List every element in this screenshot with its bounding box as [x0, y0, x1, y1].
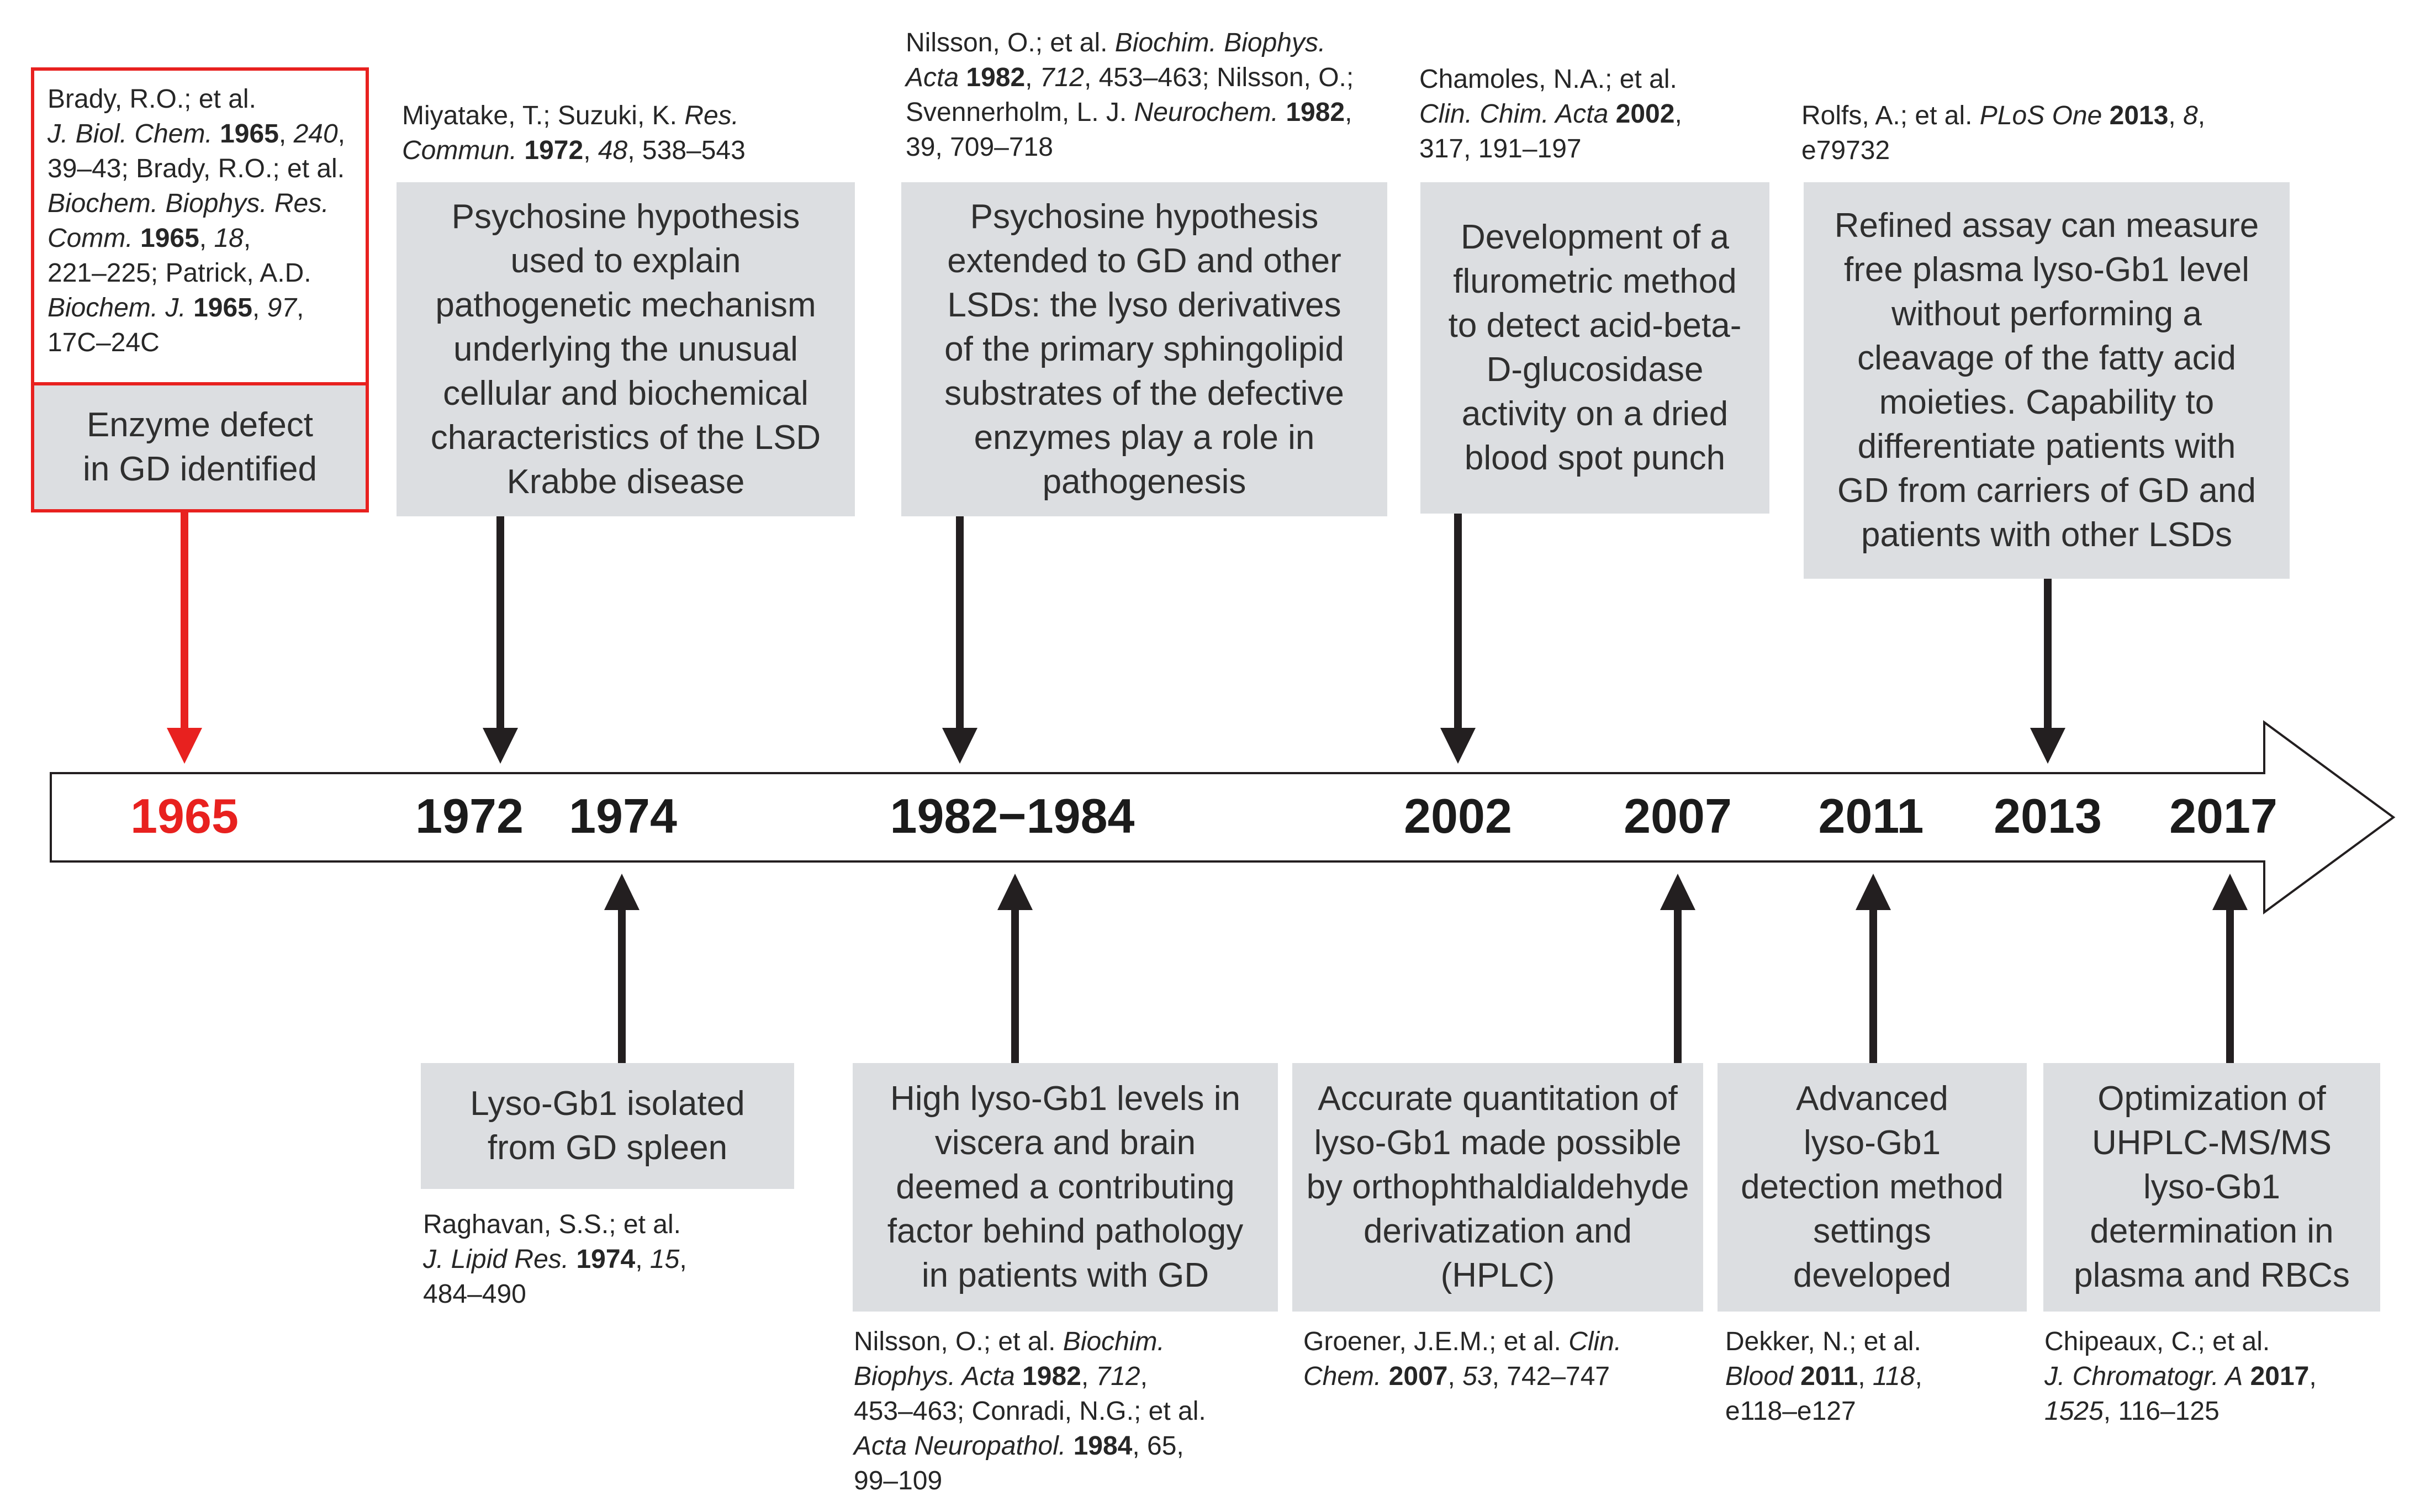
box-text-line: Development of a	[1461, 218, 1729, 256]
box-text-line: Advanced	[1796, 1080, 1948, 1118]
reference-segment: Svennerholm, L. J.	[906, 98, 1127, 127]
box-text	[887, 1077, 1244, 1298]
reference-line	[1303, 1324, 1621, 1359]
reference-segment: ,	[278, 119, 294, 149]
reference-segment: 1984	[1073, 1431, 1133, 1461]
reference-2017	[2044, 1324, 2317, 1429]
reference-segment: ,	[1915, 1362, 1922, 1391]
reference-line	[854, 1359, 1206, 1394]
reference-segment: 1965	[220, 119, 279, 149]
box-text-line: determination in	[2090, 1212, 2334, 1250]
reference-segment: ,	[2197, 101, 2206, 130]
reference-segment: 1525	[2044, 1397, 2104, 1426]
reference-segment	[1608, 99, 1615, 129]
box-text-line: lyso-Gb1 made possible	[1314, 1124, 1682, 1162]
reference-segment: Rolfs, A.; et al.	[1801, 101, 1973, 130]
reference-segment: PLoS One	[1972, 101, 2102, 130]
reference-segment: J. Biol. Chem.	[47, 119, 213, 149]
reference-segment: 240	[293, 119, 338, 149]
box-text-line: enzymes play a role in	[974, 418, 1315, 457]
reference-segment: 2013	[2109, 101, 2169, 130]
box-text-line: pathogenesis	[1042, 462, 1246, 501]
reference-line	[906, 60, 1354, 95]
reference-segment: 1982	[966, 63, 1026, 92]
reference-segment: , 116–125	[2103, 1397, 2220, 1426]
reference-line	[402, 98, 746, 133]
reference-segment: 15	[649, 1245, 680, 1274]
reference-segment	[1015, 1362, 1022, 1391]
box-text-line: factor behind pathology	[887, 1212, 1244, 1250]
box-text-line: pathogenetic mechanism	[435, 286, 816, 324]
reference-2007	[1303, 1324, 1621, 1394]
box-text-line: (HPLC)	[1440, 1256, 1555, 1294]
reference-segment: Comm.	[47, 224, 133, 253]
box-text-line: of the primary sphingolipid	[944, 330, 1344, 368]
reference-segment: e118–e127	[1725, 1397, 1856, 1426]
box-text	[470, 1082, 744, 1170]
box-text	[1307, 1077, 1689, 1298]
box-text-line: characteristics of the LSD	[430, 418, 821, 457]
reference-1974	[423, 1207, 687, 1312]
reference-line	[906, 25, 1354, 60]
reference-segment: Res.	[677, 101, 739, 130]
reference-line	[423, 1242, 687, 1277]
box-text-line: LSDs: the lyso derivatives	[947, 286, 1341, 324]
event-2013-box	[1804, 182, 2290, 579]
reference-segment	[517, 136, 524, 165]
reference-segment: 1982	[1022, 1362, 1081, 1391]
reference-segment	[1381, 1362, 1388, 1391]
reference-segment: Nilsson, O.; et al.	[854, 1327, 1056, 1356]
box-text-line: D-glucosidase	[1486, 351, 1704, 389]
box-text-line: viscera and brain	[934, 1124, 1196, 1162]
reference-segment: 39, 709–718	[906, 133, 1053, 162]
reference-segment: 48	[598, 136, 628, 165]
reference-2013	[1801, 98, 2205, 168]
reference-segment: Clin.	[1561, 1327, 1622, 1356]
reference-segment: Brady, R.O.; et al.	[47, 84, 256, 114]
box-text	[1835, 204, 2259, 557]
reference-line	[854, 1429, 1206, 1463]
box-text-line: Optimization of	[2097, 1080, 2326, 1118]
reference-segment: ,	[2309, 1362, 2317, 1391]
reference-segment	[186, 293, 193, 323]
reference-segment	[213, 119, 220, 149]
reference-segment: e79732	[1801, 136, 1890, 165]
reference-line	[423, 1207, 687, 1242]
box-text	[1741, 1077, 2004, 1298]
box-text-line: to detect acid-beta-	[1448, 306, 1742, 345]
reference-line	[47, 186, 345, 221]
year-1982-1984: 1982−1984	[890, 789, 1135, 843]
box-text-line: substrates of the defective	[944, 374, 1344, 413]
reference-segment: 1965	[140, 224, 199, 253]
reference-segment: 453–463; Conradi, N.G.; et al.	[854, 1397, 1206, 1426]
box-text-line: in GD identified	[83, 450, 317, 488]
reference-segment: Biochim.	[1055, 1327, 1165, 1356]
reference-segment: 221–225; Patrick, A.D.	[47, 258, 311, 288]
year-2013: 2013	[1994, 789, 2102, 843]
box-text-line: blood spot punch	[1464, 439, 1726, 477]
box-text-line: Lyso-Gb1 isolated	[470, 1085, 745, 1123]
reference-1982	[906, 25, 1354, 165]
box-text-line: flurometric method	[1453, 262, 1737, 300]
reference-segment: 97	[267, 293, 297, 323]
reference-segment	[1278, 98, 1286, 127]
reference-segment: 39–43; Brady, R.O.; et al.	[47, 154, 345, 183]
box-text-line: plasma and RBCs	[2074, 1256, 2350, 1294]
reference-line	[423, 1277, 687, 1312]
box-text-line: moieties. Capability to	[1879, 383, 2215, 421]
event-1965-box	[34, 385, 366, 509]
reference-segment: Biochem. J.	[47, 293, 186, 323]
reference-segment: 8	[2183, 101, 2198, 130]
reference-segment: ,	[1345, 98, 1352, 127]
reference-segment: ,	[1140, 1362, 1148, 1391]
year-2011: 2011	[1818, 789, 1924, 843]
reference-1984	[854, 1324, 1206, 1498]
box-text-line: UHPLC-MS/MS	[2091, 1124, 2332, 1162]
event-2017-box	[2043, 1063, 2380, 1312]
box-text-line: developed	[1793, 1256, 1952, 1294]
reference-segment: 2017	[2250, 1362, 2310, 1391]
reference-segment: Nilsson, O.; et al.	[906, 28, 1108, 57]
reference-line	[47, 256, 345, 290]
arrow-1965	[167, 509, 202, 764]
reference-segment: Blood	[1725, 1362, 1793, 1391]
arrow-2007	[1660, 874, 1695, 1063]
reference-line	[1419, 62, 1682, 97]
reference-segment: 1982	[1286, 98, 1345, 127]
arrow-1974	[604, 874, 640, 1063]
reference-line	[1303, 1359, 1621, 1394]
event-2011-box	[1718, 1063, 2027, 1312]
year-1972: 1972	[415, 789, 524, 843]
reference-segment: 17C–24C	[47, 328, 160, 357]
reference-segment: 712	[1096, 1362, 1140, 1391]
box-text-line: Psychosine hypothesis	[970, 197, 1319, 236]
reference-line	[1725, 1324, 1922, 1359]
reference-segment: J. Lipid Res.	[423, 1245, 569, 1274]
reference-segment: Chipeaux, C.; et al.	[2044, 1327, 2270, 1356]
reference-segment: 53	[1462, 1362, 1492, 1391]
box-text-line: free plasma lyso-Gb1 level	[1844, 251, 2249, 289]
reference-segment: 317, 191–197	[1419, 134, 1582, 163]
arrow-2013	[2030, 579, 2065, 764]
reference-segment: ,	[1858, 1362, 1873, 1391]
reference-segment: Biochim. Biophys.	[1107, 28, 1326, 57]
box-text-line: Refined assay can measure	[1834, 207, 2259, 245]
box-text-line: Accurate quantitation of	[1318, 1080, 1678, 1118]
reference-segment: , 742–747	[1492, 1362, 1610, 1391]
box-text-line: detection method	[1741, 1168, 2004, 1206]
reference-segment: ,	[243, 224, 251, 253]
event-2007-box	[1292, 1063, 1703, 1312]
reference-segment: Chamoles, N.A.; et al.	[1419, 65, 1677, 94]
reference-segment	[569, 1245, 576, 1274]
reference-2011	[1725, 1324, 1922, 1429]
reference-segment: 99–109	[854, 1466, 943, 1495]
reference-line	[1725, 1359, 1922, 1394]
reference-segment: 18	[214, 224, 244, 253]
box-text-line: used to explain	[510, 241, 741, 280]
year-2002: 2002	[1404, 789, 1512, 843]
reference-segment: ,	[252, 293, 267, 323]
box-text-line: activity on a dried	[1461, 395, 1729, 433]
arrow-2011	[1856, 874, 1891, 1063]
reference-segment: Miyatake, T.; Suzuki, K.	[402, 101, 677, 130]
year-1965: 1965	[130, 789, 239, 843]
reference-line	[906, 95, 1354, 130]
reference-line	[47, 290, 345, 325]
reference-segment: ,	[679, 1245, 687, 1274]
event-1974-box	[421, 1063, 794, 1189]
reference-line	[854, 1324, 1206, 1359]
reference-2002	[1419, 62, 1682, 166]
reference-segment: Commun.	[402, 136, 517, 165]
reference-segment	[1793, 1362, 1800, 1391]
reference-line	[2044, 1324, 2317, 1359]
reference-segment: ,	[1025, 63, 1040, 92]
event-1972-box	[397, 182, 855, 516]
reference-segment: Groener, J.E.M.; et al.	[1303, 1327, 1561, 1356]
reference-1972	[402, 98, 746, 168]
event-2002-box	[1420, 182, 1769, 514]
arrow-2002	[1440, 514, 1476, 764]
box-text-line: GD from carriers of GD and	[1837, 472, 2256, 510]
reference-segment: 1972	[524, 136, 584, 165]
reference-segment: ,	[583, 136, 598, 165]
box-text-line: cleavage of the fatty acid	[1857, 339, 2236, 377]
reference-segment: ,	[1081, 1362, 1096, 1391]
reference-segment	[2102, 101, 2109, 130]
reference-segment: Biochem. Biophys. Res.	[47, 189, 329, 218]
box-text-line: lyso-Gb1	[1803, 1124, 1941, 1162]
reference-line	[2044, 1394, 2317, 1429]
box-text-line: in patients with GD	[921, 1256, 1209, 1294]
reference-segment: 484–490	[423, 1280, 526, 1309]
box-text	[944, 195, 1344, 504]
box-text-line: patients with other LSDs	[1861, 516, 2232, 554]
reference-segment: J. Chromatogr. A	[2044, 1362, 2243, 1391]
arrow-1972	[483, 516, 518, 764]
reference-segment: , 65,	[1132, 1431, 1184, 1461]
box-text	[83, 403, 317, 491]
event-1984-box	[853, 1063, 1278, 1312]
box-text	[2074, 1077, 2350, 1298]
reference-segment: Dekker, N.; et al.	[1725, 1327, 1921, 1356]
box-text-line: lyso-Gb1	[2143, 1168, 2281, 1206]
box-text-line: Enzyme defect	[86, 406, 314, 444]
box-text-line: Krabbe disease	[506, 462, 745, 501]
reference-line	[1725, 1394, 1922, 1429]
reference-line	[906, 130, 1354, 165]
reference-segment: , 453–463; Nilsson, O.;	[1084, 63, 1354, 92]
reference-line	[47, 151, 345, 186]
reference-line	[402, 133, 746, 168]
reference-segment: 1974	[576, 1245, 636, 1274]
reference-segment: ,	[296, 293, 304, 323]
box-text-line: Psychosine hypothesis	[451, 197, 800, 236]
box-text-line: derivatization and	[1364, 1212, 1632, 1250]
box-text-line: underlying the unusual	[453, 330, 798, 368]
reference-segment: 712	[1039, 63, 1084, 92]
reference-segment	[1066, 1431, 1073, 1461]
reference-line	[47, 82, 345, 117]
reference-segment: 2007	[1388, 1362, 1448, 1391]
reference-segment: ,	[1447, 1362, 1463, 1391]
reference-segment: 2002	[1615, 99, 1675, 129]
arrow-2017	[2212, 874, 2248, 1063]
reference-line	[2044, 1359, 2317, 1394]
reference-line	[1801, 133, 2205, 168]
reference-segment: , 538–543	[627, 136, 746, 165]
reference-line	[1419, 131, 1682, 166]
reference-line	[854, 1463, 1206, 1498]
reference-segment: ,	[1674, 99, 1682, 129]
reference-segment: Acta Neuropathol.	[854, 1431, 1066, 1461]
reference-segment: Acta	[906, 63, 959, 92]
reference-line	[47, 117, 345, 151]
arrow-1982	[942, 516, 977, 764]
year-2007: 2007	[1624, 789, 1732, 843]
year-2017: 2017	[2169, 789, 2277, 843]
box-text-line: extended to GD and other	[947, 241, 1341, 280]
reference-line	[854, 1394, 1206, 1429]
reference-line	[1801, 98, 2205, 133]
box-text-line: deemed a contributing	[896, 1168, 1235, 1206]
reference-segment: 1965	[193, 293, 252, 323]
box-text-line: settings	[1813, 1212, 1931, 1250]
box-text-line: without performing a	[1891, 295, 2202, 333]
reference-segment: ,	[2168, 101, 2184, 130]
reference-segment: Clin. Chim. Acta	[1419, 99, 1609, 129]
arrow-1984	[997, 874, 1033, 1063]
box-text-line: High lyso-Gb1 levels in	[890, 1080, 1241, 1118]
box-text-line: cellular and biochemical	[443, 374, 808, 413]
box-text	[1449, 215, 1742, 480]
reference-segment: ,	[635, 1245, 650, 1274]
box-text-line: by orthophthaldialdehyde	[1306, 1168, 1689, 1206]
reference-segment	[133, 224, 140, 253]
reference-segment: ,	[199, 224, 214, 253]
reference-1965	[47, 82, 345, 360]
reference-segment	[2243, 1362, 2250, 1391]
year-1974: 1974	[569, 789, 677, 843]
box-text	[431, 195, 821, 504]
reference-segment: 2011	[1800, 1362, 1858, 1391]
box-text-line: from GD spleen	[487, 1129, 728, 1167]
reference-line	[1419, 97, 1682, 131]
reference-segment: 118	[1872, 1362, 1915, 1391]
reference-segment: Biophys. Acta	[854, 1362, 1015, 1391]
reference-segment: Chem.	[1303, 1362, 1382, 1391]
event-1982-box	[901, 182, 1387, 516]
reference-segment: ,	[337, 119, 345, 149]
reference-line	[47, 325, 345, 360]
reference-segment: Neurochem.	[1127, 98, 1278, 127]
box-text-line: differentiate patients with	[1857, 427, 2236, 466]
reference-segment	[959, 63, 966, 92]
reference-segment: Raghavan, S.S.; et al.	[423, 1210, 681, 1239]
reference-line	[47, 221, 345, 256]
